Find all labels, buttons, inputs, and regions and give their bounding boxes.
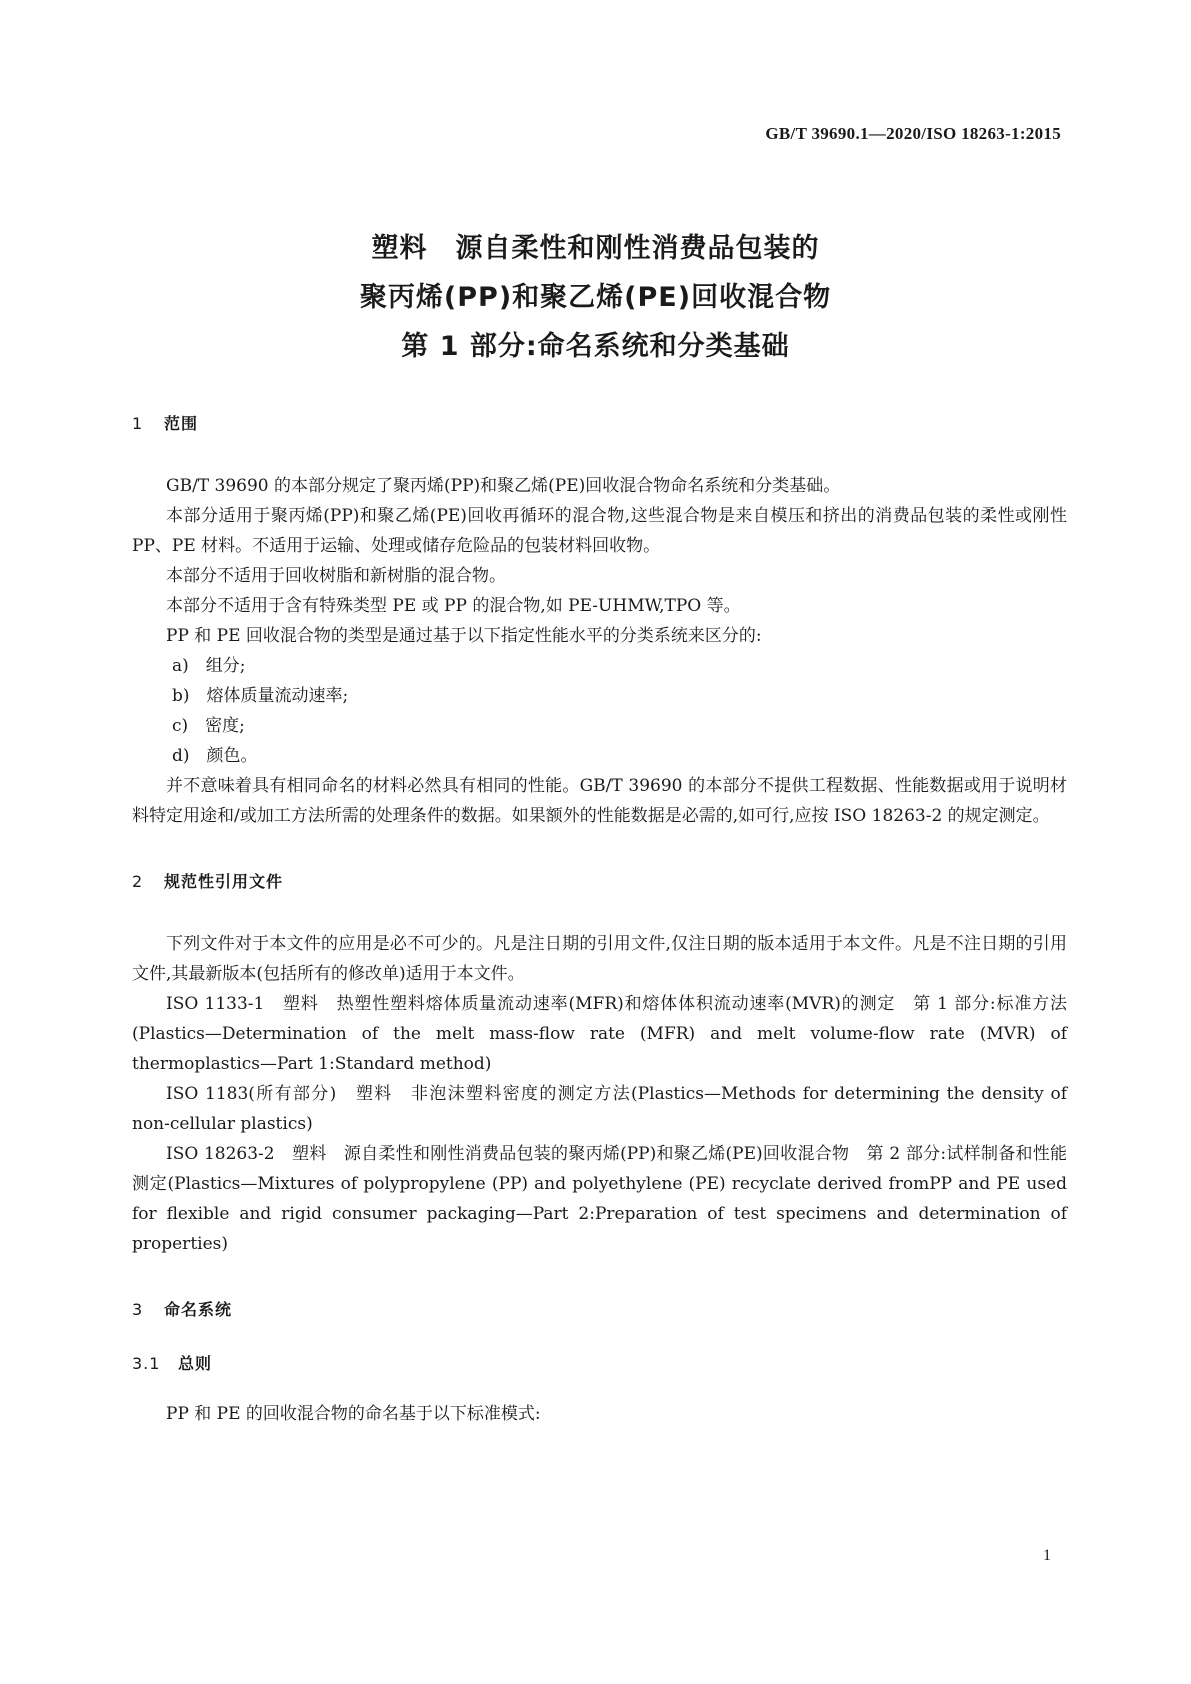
section-number: 1: [132, 414, 144, 433]
subsection-title: 总则: [178, 1354, 213, 1373]
reference-item: ISO 18263-2 塑料 源自柔性和刚性消费品包装的聚丙烯(PP)和聚乙烯(PE)回收混合物 第 2 部分:试样制备和性能测定(Plastics—Mixtures of polypropylene (PP) and polyethylene (PE) recyclate derived fromPP and PE used for flexible and rigid consumer packaging—Part 2:Preparation of test specimens and determination of properties): [132, 1144, 1067, 1254]
paragraph: 本部分适用于聚丙烯(PP)和聚乙烯(PE)回收再循环的混合物,这些混合物是来自模压和挤出的消费品包装的柔性或刚性 PP、PE 材料。不适用于运输、处理或储存危险品的包装材料回收物。: [132, 506, 1067, 556]
list-item: c) 密度;: [172, 716, 245, 736]
title-line-2: 聚丙烯(PP)和聚乙烯(PE)回收混合物: [359, 282, 832, 313]
paragraph: PP 和 PE 的回收混合物的命名基于以下标准模式:: [166, 1404, 541, 1424]
section-number: 2: [132, 872, 144, 891]
list-item: d) 颜色。: [172, 746, 258, 766]
standard-code: GB/T 39690.1—2020/ISO 18263-1:2015: [765, 124, 1061, 143]
paragraph: 下列文件对于本文件的应用是必不可少的。凡是注日期的引用文件,仅注日期的版本适用于本文件。凡是不注日期的引用文件,其最新版本(包括所有的修改单)适用于本文件。: [132, 934, 1067, 984]
document-body: [132, 409, 1067, 1429]
subsection-3-1-heading: [132, 1349, 1067, 1379]
section-title: 命名系统: [164, 1300, 233, 1319]
paragraph: 本部分不适用于含有特殊类型 PE 或 PP 的混合物,如 PE-UHMW,TPO 等。: [166, 596, 741, 616]
paragraph: 并不意味着具有相同命名的材料必然具有相同的性能。GB/T 39690 的本部分不提供工程数据、性能数据或用于说明材料特定用途和/或加工方法所需的处理条件的数据。如果额外的性能数据是必需的,如可行,应按 ISO 18263-2 的规定测定。: [132, 776, 1067, 826]
document-title: [0, 224, 1191, 371]
paragraph: GB/T 39690 的本部分规定了聚丙烯(PP)和聚乙烯(PE)回收混合物命名系统和分类基础。: [166, 476, 841, 496]
section-number: 3: [132, 1300, 144, 1319]
section-title: 规范性引用文件: [164, 872, 284, 891]
reference-item: ISO 1133-1 塑料 热塑性塑料熔体质量流动速率(MFR)和熔体体积流动速率(MVR)的测定 第 1 部分:标准方法(Plastics—Determination of the melt mass-flow rate (MFR) and melt volume-flow rate (MVR) of thermoplastics—Part 1:Standard method): [132, 994, 1067, 1074]
section-title: 范围: [164, 414, 199, 433]
title-line-1: 塑料 源自柔性和刚性消费品包装的: [371, 233, 820, 264]
page-number: 1: [1043, 1547, 1051, 1564]
section-3-heading: [132, 1295, 1067, 1325]
title-line-3: 第 1 部分:命名系统和分类基础: [401, 331, 790, 362]
list-item: a) 组分;: [172, 656, 246, 676]
section-1-heading: [132, 409, 1067, 439]
subsection-number: 3.1: [132, 1354, 161, 1373]
reference-item: ISO 1183(所有部分) 塑料 非泡沫塑料密度的测定方法(Plastics—Methods for determining the density of non-cellular plastics): [132, 1084, 1067, 1134]
section-2-heading: [132, 867, 1067, 897]
list-item: b) 熔体质量流动速率;: [172, 686, 349, 706]
paragraph: 本部分不适用于回收树脂和新树脂的混合物。: [166, 566, 506, 586]
paragraph: PP 和 PE 回收混合物的类型是通过基于以下指定性能水平的分类系统来区分的:: [166, 626, 762, 646]
